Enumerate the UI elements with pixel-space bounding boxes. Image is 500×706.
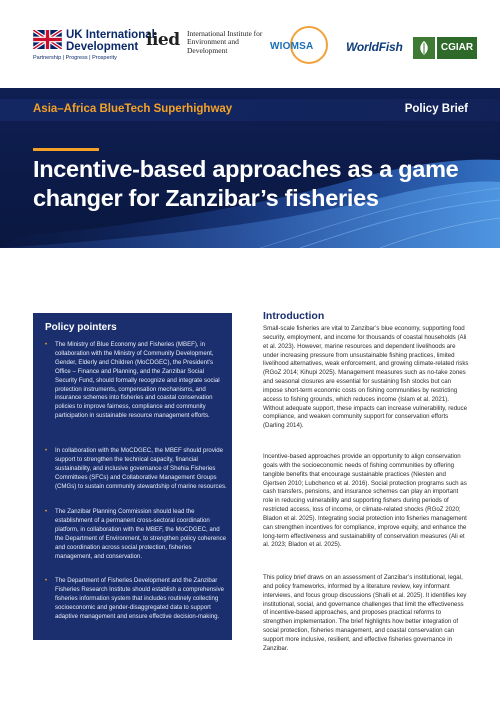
document-type-label: Policy Brief	[404, 103, 468, 115]
introduction-heading: Introduction	[263, 310, 325, 322]
wiomsa-logo	[266, 26, 334, 66]
union-flag-icon	[33, 30, 62, 49]
bullet-icon: •	[45, 447, 48, 454]
policy-pointer-item	[45, 341, 227, 421]
policy-pointer-item	[45, 577, 227, 622]
policy-pointer-item	[45, 447, 227, 492]
page-title: Incentive-based approaches as a game changer for Zanzibar’s fisheries	[33, 156, 459, 211]
introduction-paragraph: Incentive-based approaches provide an opportunity to align conservation goals with the socioeconomic needs of fishing communities by offering tangible benefits that encourage sustainable practices (Niesten and Gjertsen 2010; Lubchenco et al. 2016). Social protection programs such as cash transfers, pensions, and insurance schemes can play an important role in reducing vulnerability and supporting fishers during periods of restricted access, loss of income, or climate-related shocks (RGoZ 2020; Bladon et al. 2025). Integrating social protection into fisheries management can strengthen incentives for compliance, improve equity, and enhance the long-term effectiveness and sustainability of conservation measures (Ali et al. 2023; Bladon et al. 2025).	[263, 453, 467, 549]
policy-pointers-box	[33, 313, 232, 640]
hero-banner	[0, 88, 500, 248]
policy-pointer-text: In collaboration with the MoCDGEC, the MBEF should provide support to strengthen the technical capacity, financial sustainability, and inclusive governance of Shehia Fisheries Committees (SFCs) and Collaborative Management Groups (CMGs) to sustain community stewardship of marine resources.	[55, 447, 227, 490]
bullet-icon: •	[45, 341, 48, 348]
cgiar-wordmark: CGIAR	[437, 37, 477, 59]
bullet-icon: •	[45, 508, 48, 515]
policy-pointer-item	[45, 508, 227, 561]
worldfish-logo	[346, 40, 403, 54]
uk-logo-line1: UK International	[66, 29, 155, 41]
uk-logo-line2: Development	[66, 41, 139, 53]
policy-pointer-text: The Ministry of Blue Economy and Fisheries (MBEF), in collaboration with the Ministry of Community Development, Gender, Elderly and Children (MoCDGEC), the President’s Office – Finance and Planning, and the Zanzibar Social Security Fund, should formally recognize and integrate social protection instruments, compensation mechanisms, and insurance schemes into fisheries and coastal conservation policies to improve fairness, compliance and community participation in sustainable resource management efforts.	[55, 341, 220, 420]
introduction-paragraph: This policy brief draws on an assessment of Zanzibar’s institutional, legal, and policy frameworks, informed by a literature review, key informant interviews, and focus group discussions (Shalli et al. 2025). It identifies key institutional, social, and governance challenges that limit the effectiveness of incentive-based approaches, and proposes practical reforms to strengthen implementation. The brief highlights how better integration of social protection, fisheries management, and coastal conservation can support more inclusive, resilient, and effective fisheries governance in Zanzibar.	[263, 574, 467, 652]
series-title: Asia–Africa BlueTech Superhighway	[33, 103, 233, 115]
title-accent-rule	[33, 148, 99, 151]
iied-wordmark: International Institute for Environment and Development	[187, 29, 263, 55]
policy-pointer-text: The Zanzibar Planning Commission should lead the establishment of a permanent cross-sectoral coordination platform, in collaboration with the MBEF, the MoCDGEC, and the Department of Environment, to strengthen policy coherence and coordination across social protection, fisheries management, and conservation.	[55, 508, 227, 560]
bullet-icon: •	[45, 577, 48, 584]
introduction-paragraph: Small-scale fisheries are vital to Zanzibar’s blue economy, supporting food security, employment, and income for thousands of coastal households (Ali et al. 2023). However, marine resources and dependent livelihoods are under increasing pressure from unsustainable fishing practices, limited livelihood alternatives, weak enforcement, and growing climate-related risks (RGoZ 2014; Kihupi 2025). Management measures such as no-take zones and seasonal closures are essential for sustaining fish stocks but can impose short-term economic costs on fishing communities by restricting access to fishing grounds, which reduces income (Islam et al. 2021). Without adequate support, these impacts can increase vulnerability, reduce compliance, and weaken community support for conservation efforts (Darling 2014).	[263, 325, 469, 430]
worldfish-wordmark: WorldFish	[346, 40, 403, 54]
partner-logo-bar	[0, 0, 500, 88]
cgiar-leaf-icon	[413, 37, 435, 59]
iied-mark: iied	[146, 30, 180, 50]
policy-pointer-text: The Department of Fisheries Development and the Zanzibar Fisheries Research Institute should establish a comprehensive fisheries information system that includes routinely collecting socioeconomic and gender-disaggregated data to support adaptive management and ensure effective decision-making.	[55, 577, 225, 620]
wiomsa-wordmark: WIOMSA	[270, 41, 314, 52]
uk-logo-tagline: Partnership | Progress | Prosperity	[33, 55, 117, 61]
policy-pointers-heading: Policy pointers	[45, 322, 117, 333]
